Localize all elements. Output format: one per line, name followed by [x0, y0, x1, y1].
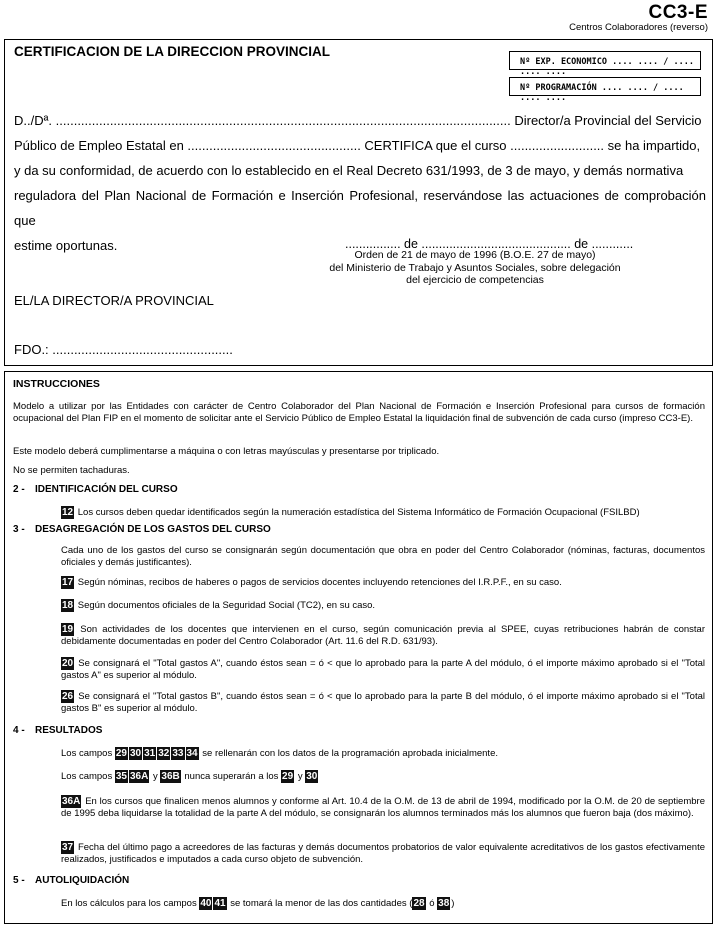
section-3-intro: Cada uno de los gastos del curso se consignarán según documentación que obra en poder del Centro Colaborador (nóminas, facturas, documentos oficiales y demás justificantes).	[61, 545, 705, 568]
signature-line: FDO.: ..................................................	[14, 342, 233, 357]
exp-economico-field[interactable]: Nº EXP. ECONOMICO .... .... / .... .... ....	[509, 51, 701, 70]
instructions-paragraph-3: No se permiten tachaduras.	[13, 465, 130, 476]
field-tag: 36A	[130, 771, 149, 782]
field-tag: 35	[115, 771, 127, 782]
item-18-text: Según documentos oficiales de la Seguridad Social (TC2), en su caso.	[77, 600, 376, 611]
section-3-item-17	[61, 576, 705, 589]
section-2-item	[61, 506, 705, 519]
field-tag: 34	[186, 748, 198, 759]
section-4-heading	[13, 725, 102, 736]
field-tag: 30	[306, 771, 318, 782]
section-5-title: AUTOLIQUIDACIÓN	[35, 875, 130, 886]
programacion-field[interactable]: Nº PROGRAMACIÓN .... .... / .... .... ....	[509, 77, 701, 96]
item-36a-text: En los cursos que finalicen menos alumnos y conforme al Art. 10.4 de la O.M. de 13 de abril de 1994, modificado por la O.M. de 20 de septiembre de 1995 deba liquidarse la totalidad de la parte A del módulo, se consignarán los alumnos terminados más los alumnos que fueron baja (dos máximo).	[61, 796, 705, 819]
s4-line2-y1: y	[153, 771, 158, 782]
orden-line-3: del ejercicio de competencias	[406, 274, 544, 286]
orden-reference	[305, 249, 645, 287]
certification-body	[14, 108, 706, 258]
section-4-item-37	[61, 841, 705, 866]
form-code-header	[569, 2, 708, 33]
s5-pre: En los cálculos para los campos	[61, 898, 197, 909]
field-tag: 37	[62, 842, 74, 853]
cert-line-2: Público de Empleo Estatal en ................................................ CERTIFICA que el curso .......................... se ha impartido,	[14, 138, 701, 153]
section-4-item-36a	[61, 795, 705, 820]
section-4-number: 4 -	[13, 725, 25, 736]
instructions-section	[4, 371, 713, 924]
form-code: CC3-E	[648, 2, 708, 23]
certification-title: CERTIFICACION DE LA DIRECCION PROVINCIAL	[14, 44, 331, 59]
field-tag: 41	[214, 898, 226, 909]
s4-line2-pre: Los campos	[61, 771, 113, 782]
field-tag: 30	[130, 748, 142, 759]
section-4-line-2	[61, 770, 705, 783]
item-26-text: Se consignará el "Total gastos B", cuando éstos sean = ó < que lo aprobado para la parte B del módulo, ó el importe máximo aprobado si el "Total gastos B" es superior al módulo.	[61, 691, 705, 714]
s5-mid: se tomará la menor de las dos cantidades (	[230, 898, 413, 909]
s4-line2-mid: nunca superarán a los	[184, 771, 279, 782]
field-tag: 26	[62, 691, 74, 702]
field-tag: 36B	[161, 771, 180, 782]
section-5-line	[61, 897, 705, 910]
section-3-number: 3 -	[13, 524, 25, 535]
cert-line-4: reguladora del Plan Nacional de Formación e Inserción Profesional, reservándose las actuaciones de comprobación que	[14, 188, 706, 228]
field-tag: 28	[413, 898, 425, 909]
form-subtitle: Centros Colaboradores (reverso)	[569, 22, 708, 33]
cert-line-5: estime oportunas.	[14, 238, 118, 253]
s5-end: )	[451, 898, 455, 909]
section-3-item-18	[61, 599, 705, 612]
section-2-title: IDENTIFICACIÓN DEL CURSO	[35, 484, 178, 495]
field-tag: 12	[62, 507, 74, 518]
field-tag: 17	[62, 577, 74, 588]
item-20-text: Se consignará el "Total gastos A", cuando éstos sean = ó < que lo aprobado para la parte A del módulo, ó el importe máximo aprobado si el "Total gastos A" es superior al módulo.	[61, 658, 706, 681]
field-tag: 33	[172, 748, 184, 759]
item-37-text: Fecha del último pago a acreedores de las facturas y demás documentos probatorios de valor equivalente acreditativos de los gastos efectivamente realizados, justificados e imputados a cada curso objeto de subvención.	[61, 842, 705, 865]
s4-line2-y2: y	[297, 771, 303, 782]
certification-section	[4, 39, 713, 366]
instructions-title: INSTRUCCIONES	[13, 378, 100, 390]
field-tag: 38	[438, 898, 450, 909]
section-3-item-20	[61, 657, 705, 682]
s4-line1-pre: Los campos	[61, 748, 113, 759]
field-tag: 40	[200, 898, 212, 909]
field-tag: 19	[62, 624, 74, 635]
date-line: ................ de ........................................... de ............	[345, 237, 634, 251]
section-3-title: DESAGREGACIÓN DE LOS GASTOS DEL CURSO	[35, 524, 271, 535]
item-19-text: Son actividades de los docentes que intervienen en el curso, según comunicación previa al SPEE, cuyas retribuciones habrán de constar debidamente documentadas en poder del Centro Colaborador (Art. 11.6 del R.D. 631/93).	[61, 624, 706, 647]
section-3-item-19	[61, 623, 705, 648]
orden-line-2: del Ministerio de Trabajo y Asuntos Sociales, sobre delegación	[329, 261, 621, 274]
director-label: EL/LA DIRECTOR/A PROVINCIAL	[14, 293, 214, 308]
section-2-heading	[13, 484, 178, 495]
section-5-heading	[13, 875, 129, 886]
field-tag: 29	[282, 771, 294, 782]
section-3-heading	[13, 524, 271, 535]
s4-line1-post: se rellenarán con los datos de la programación aprobada inicialmente.	[202, 748, 498, 759]
field-tag: 32	[158, 748, 170, 759]
section-5-number: 5 -	[13, 875, 25, 886]
section-3-item-26	[61, 690, 705, 715]
orden-line-1: Orden de 21 de mayo de 1996 (B.O.E. 27 de mayo)	[354, 249, 596, 261]
section-2-number: 2 -	[13, 484, 25, 495]
section-4-title: RESULTADOS	[35, 725, 103, 736]
field-tag: 29	[115, 748, 127, 759]
field-tag: 31	[144, 748, 156, 759]
field-tag: 20	[62, 658, 74, 669]
instructions-paragraph-2: Este modelo deberá cumplimentarse a máquina o con letras mayúsculas y presentarse por triplicado.	[13, 446, 440, 457]
field-tag: 36A	[62, 796, 81, 807]
section-2-text: Los cursos deben quedar identificados según la numeración estadística del Sistema Informático de Formación Ocupacional (FSILBD)	[77, 507, 640, 518]
instructions-paragraph-1: Modelo a utilizar por las Entidades con carácter de Centro Colaborador del Plan Nacional de Formación e Inserción Profesional para cursos de formación ocupacional del Plan FIP en el momento de solicitar ante el Servicio Público de Empleo Estatal la liquidación final de subvención de cada curso (impreso CC3-E).	[13, 401, 705, 424]
section-4-line-1	[61, 747, 705, 760]
s5-o: ó	[429, 898, 435, 909]
cert-line-1: D../Dª. .............................................................................................................................. Director/a Provincial del Servicio	[14, 113, 702, 128]
field-tag: 18	[62, 600, 74, 611]
cert-line-3: y da su conformidad, de acuerdo con lo establecido en el Real Decreto 631/1993, de 3 de mayo, y demás normativa	[14, 163, 684, 178]
item-17-text: Según nóminas, recibos de haberes o pagos de servicios docentes incluyendo retenciones del I.R.P.F., en su caso.	[77, 577, 562, 588]
